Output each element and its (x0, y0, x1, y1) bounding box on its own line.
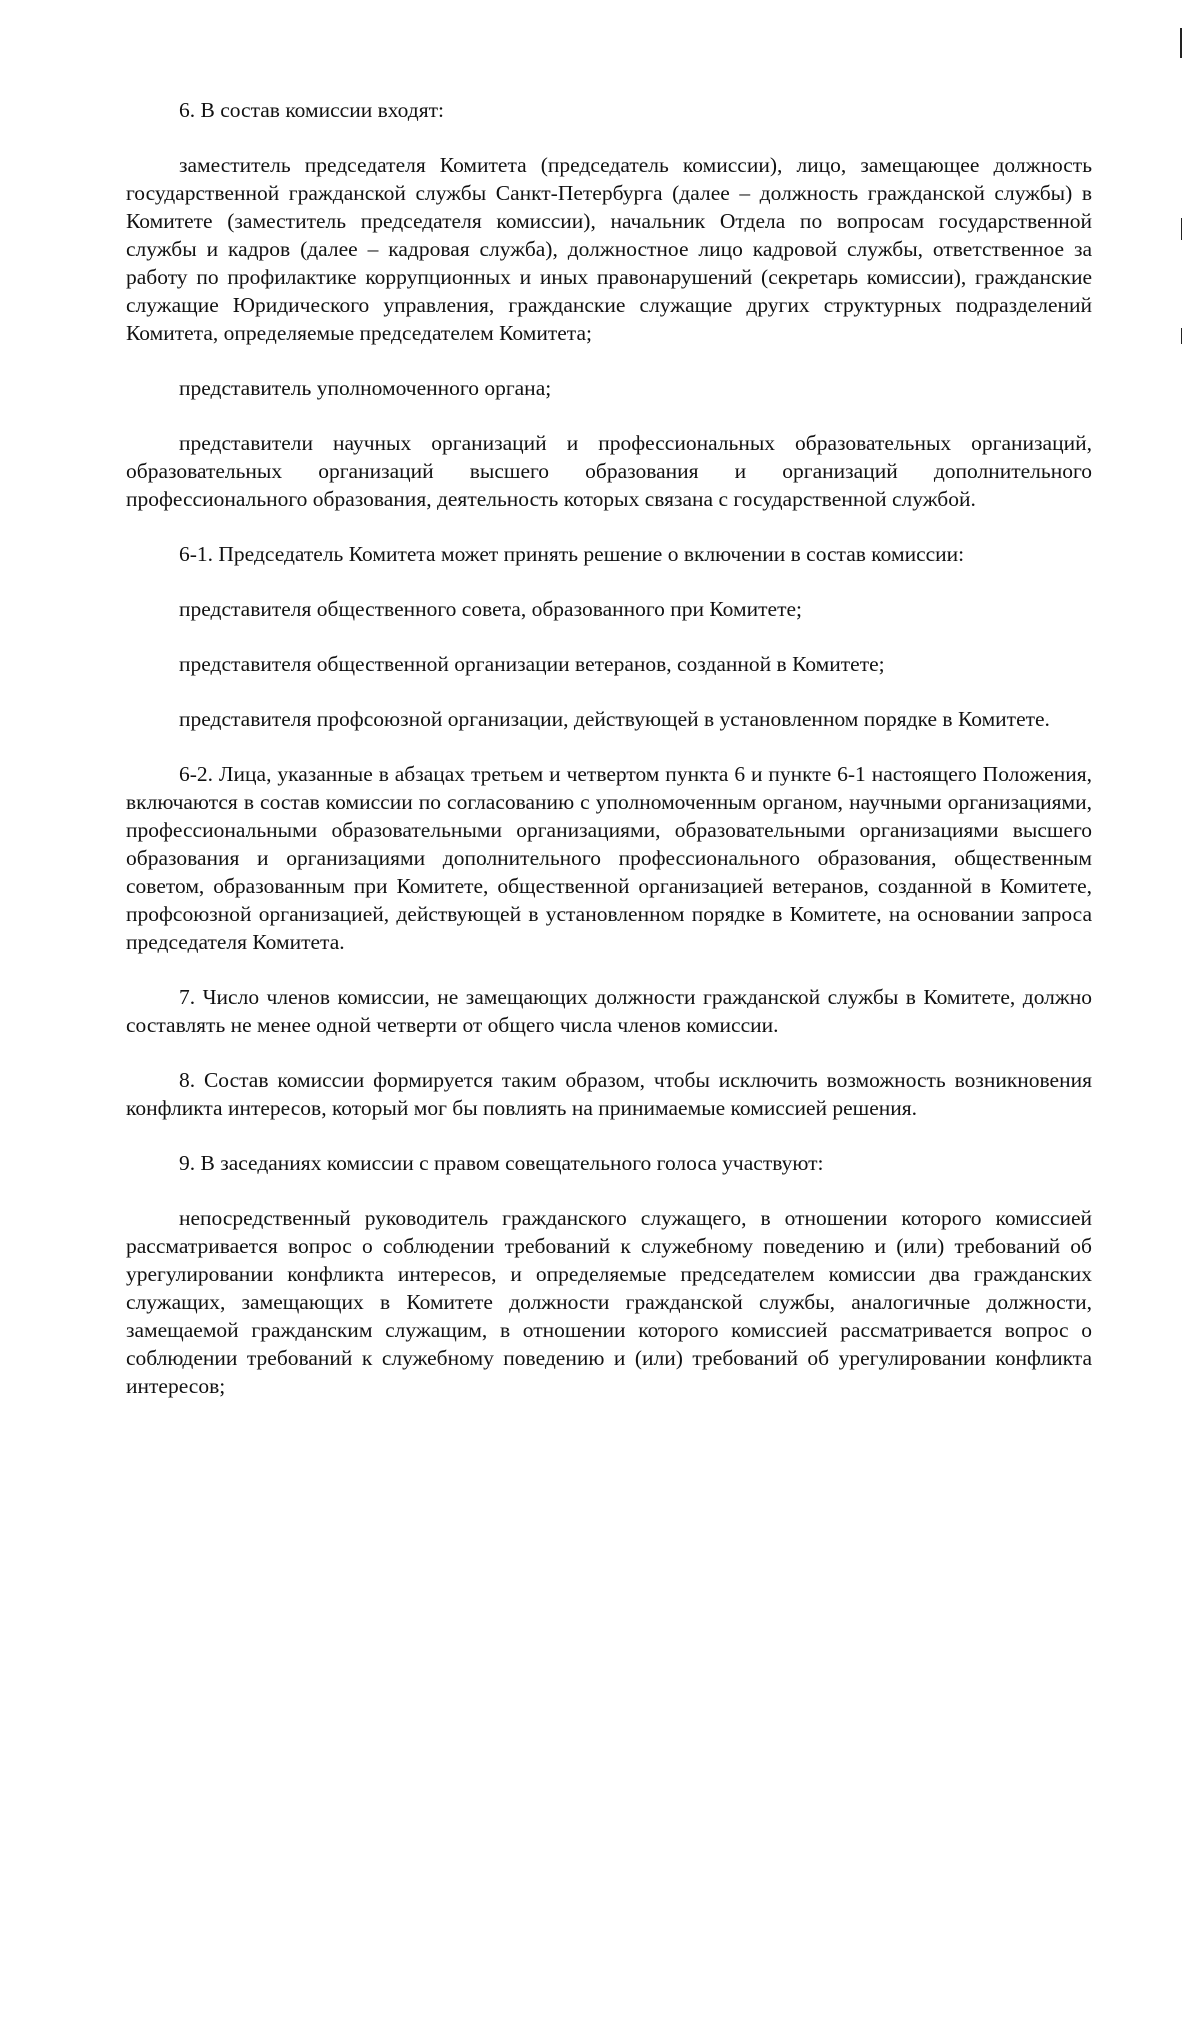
paragraph-trade-union: представителя профсоюзной организации, действующей в установленном порядке в Комитете. (179, 707, 1050, 731)
paragraph-item-7: 7. Число членов комиссии, не замещающих должности гражданской службы в Комитете, должно составлять не менее одной четверти от общего числа членов комиссии. (126, 985, 1092, 1037)
paragraph-item-8: 8. Состав комиссии формируется таким образом, чтобы исключить возможность возникновения конфликта интересов, который мог бы повлиять на принимаемые комиссией решения. (126, 1068, 1092, 1120)
scan-mark (1180, 28, 1182, 58)
document-body (126, 96, 1092, 1427)
paragraph-public-council: представителя общественного совета, образованного при Комитете; (179, 597, 802, 621)
scan-mark (1181, 328, 1182, 344)
paragraph-item-6-2: 6-2. Лица, указанные в абзацах третьем и четвертом пункта 6 и пункте 6-1 настоящего Положения, включаются в состав комиссии по согласованию с уполномоченным органом, научными организациями, профессиональными образовательными организациями, образовательными организациями высшего образования и организациями дополнительного профессионального образования, общественным советом, образованным при Комитете, общественной организацией ветеранов, созданной в Комитете, профсоюзной организацией, действующей в установленном порядке в Комитете, на основании запроса председателя Комитета. (126, 762, 1092, 954)
paragraph-item-6-1: 6-1. Председатель Комитета может принять решение о включении в состав комиссии: (179, 542, 965, 566)
paragraph-scientific-organizations: представители научных организаций и профессиональных образовательных организаций, образовательных организаций высшего образования и организаций дополнительного профессионального образования, деятельность которых связана с государственной службой. (126, 431, 1092, 511)
paragraph-direct-supervisor: непосредственный руководитель гражданского служащего, в отношении которого комиссией рассматривается вопрос о соблюдении требований к служебному поведению и (или) требований об урегулировании конфликта интересов, и определяемые председателем комиссии два гражданских служащих, замещающих в Комитете должности гражданской службы, аналогичные должности, замещаемой гражданским служащим, в отношении которого комиссией рассматривается вопрос о соблюдении требований к служебному поведению и (или) требований об урегулировании конфликта интересов; (126, 1206, 1092, 1398)
scan-mark (1181, 218, 1182, 240)
paragraph-veterans-organization: представителя общественной организации ветеранов, созданной в Комитете; (179, 652, 885, 676)
paragraph-item-9-heading: 9. В заседаниях комиссии с правом совещательного голоса участвуют: (179, 1151, 824, 1175)
paragraph-commission-members: заместитель председателя Комитета (председатель комиссии), лицо, замещающее должность государственной гражданской службы Санкт-Петербурга (далее – должность гражданской службы) в Комитете (заместитель председателя комиссии), начальник Отдела по вопросам государственной службы и кадров (далее – кадровая служба), должностное лицо кадровой службы, ответственное за работу по профилактике коррупционных и иных правонарушений (секретарь комиссии), гражданские служащие Юридического управления, гражданские служащие других структурных подразделений Комитета, определяемые председателем Комитета; (126, 153, 1092, 345)
paragraph-authorized-body: представитель уполномоченного органа; (179, 376, 552, 400)
paragraph-item-6-heading: 6. В состав комиссии входят: (179, 98, 445, 122)
